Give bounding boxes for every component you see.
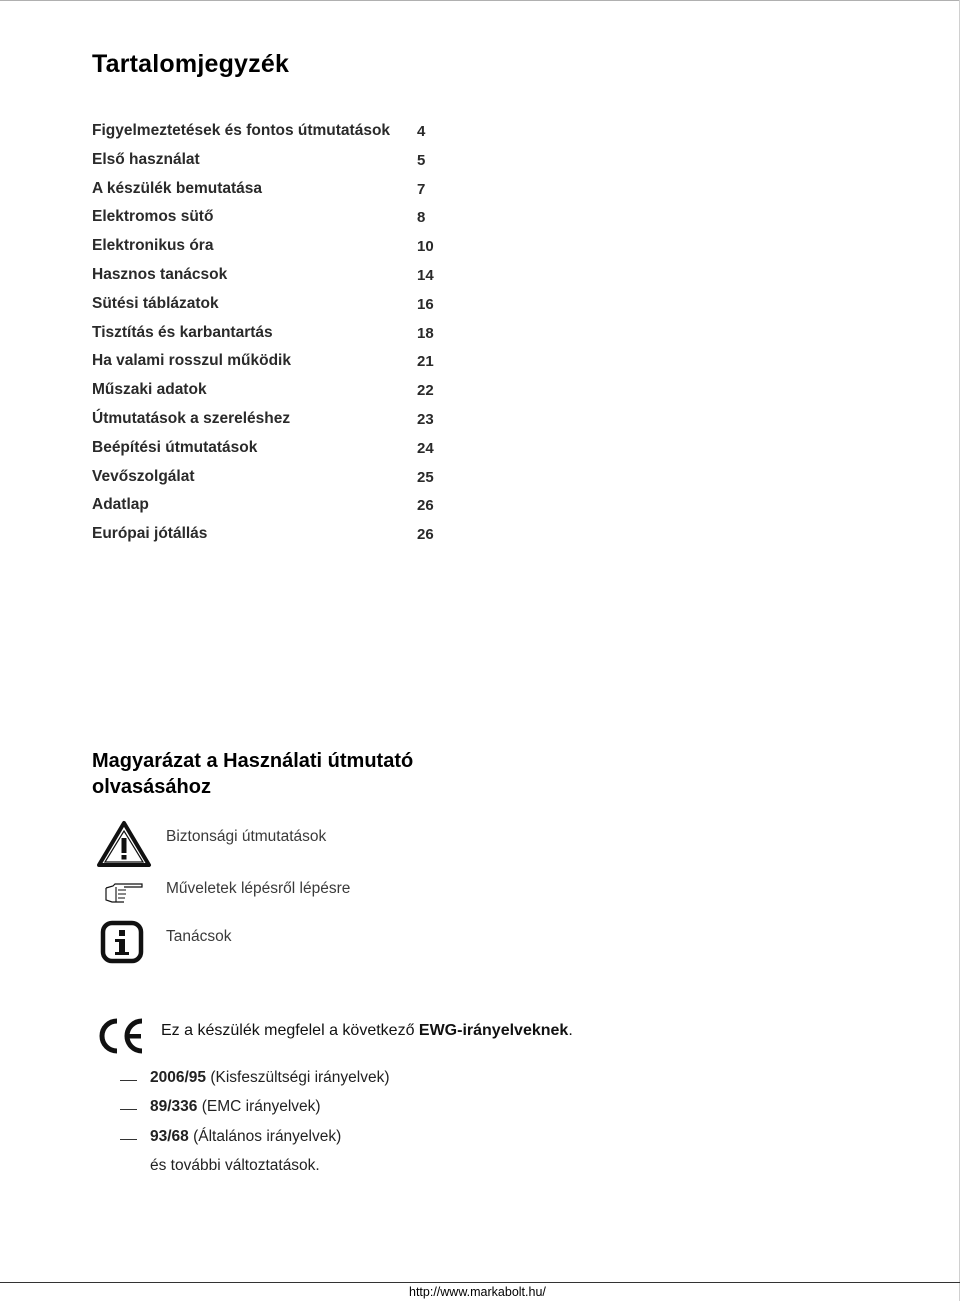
toc-row[interactable]: [92, 176, 472, 205]
directive-code: 89/336: [150, 1098, 198, 1115]
ce-mark-icon: [96, 1017, 146, 1060]
directive-desc: (Kisfeszültségi irányelvek): [206, 1069, 390, 1086]
toc-label: Európai jótállás: [92, 525, 208, 543]
toc-row[interactable]: [92, 147, 472, 176]
info-icon: [100, 920, 144, 969]
toc-label: Első használat: [92, 150, 200, 168]
top-border: [0, 0, 960, 1]
dash-bullet: [120, 1080, 137, 1081]
toc-label: Műszaki adatok: [92, 381, 207, 399]
toc-page-number: 26: [417, 526, 434, 544]
toc-row[interactable]: [92, 521, 472, 550]
toc-label: Vevőszolgálat: [92, 467, 195, 485]
legend-title: Magyarázat a Használati útmutató olvasásához: [92, 750, 414, 798]
footer-link[interactable]: http://www.markabolt.hu/: [409, 1285, 546, 1299]
toc-row[interactable]: [92, 118, 472, 147]
toc-label: Adatlap: [92, 496, 149, 514]
toc-page-number: 4: [417, 123, 426, 140]
toc-label: Útmutatások a szereléshez: [92, 409, 291, 427]
toc-label: Tisztítás és karbantartás: [92, 323, 273, 341]
page-title: Tartalomjegyzék: [92, 50, 290, 78]
toc-row[interactable]: [92, 291, 472, 320]
toc-page-number: 18: [417, 324, 434, 342]
toc-page-number: 24: [417, 439, 434, 457]
toc-row[interactable]: [92, 406, 472, 435]
toc-row[interactable]: [92, 233, 472, 262]
toc-label: A készülék bemutatása: [92, 179, 263, 197]
toc-row[interactable]: [92, 348, 472, 377]
dash-bullet: [120, 1109, 137, 1110]
further-changes-text: és további változtatások.: [150, 1157, 320, 1174]
toc-row[interactable]: [92, 204, 472, 233]
toc-page-number: 7: [417, 180, 426, 198]
pointing-hand-icon: [104, 880, 144, 911]
toc-row[interactable]: [92, 435, 472, 464]
warning-triangle-icon: [96, 820, 152, 873]
toc-page-number: 22: [417, 382, 434, 400]
directive-code: 2006/95: [150, 1069, 207, 1086]
toc-page-number: 21: [417, 353, 434, 371]
toc-row[interactable]: [92, 377, 472, 406]
toc-row[interactable]: [92, 464, 472, 493]
toc-row[interactable]: [92, 492, 472, 521]
legend-label: Biztonsági útmutatások: [166, 828, 327, 845]
toc-page-number: 5: [417, 151, 426, 169]
toc-label: Figyelmeztetések és fontos útmutatások: [92, 122, 391, 139]
ce-text-plain: Ez a készülék megfelel a következő: [161, 1022, 419, 1039]
toc-page-number: 8: [417, 209, 426, 227]
toc-page-number: 10: [417, 238, 434, 256]
legend-label: Tanácsok: [166, 928, 232, 945]
ce-conformity-text: [161, 1022, 573, 1040]
footer-divider: [0, 1282, 960, 1283]
table-of-contents: [92, 118, 472, 550]
dash-bullet: [120, 1139, 137, 1140]
toc-label: Elektromos sütő: [92, 208, 214, 226]
toc-label: Ha valami rosszul működik: [92, 352, 291, 370]
toc-page-number: 23: [417, 410, 434, 428]
toc-row[interactable]: [92, 262, 472, 291]
ce-text-bold: EWG-irányelveknek: [418, 1022, 569, 1039]
toc-page-number: 26: [417, 497, 434, 515]
toc-label: Sütési táblázatok: [92, 294, 219, 312]
toc-row[interactable]: [92, 320, 472, 349]
directive-desc: (Általános irányelvek): [188, 1128, 342, 1145]
directive-code: 93/68: [150, 1128, 189, 1145]
toc-label: Hasznos tanácsok: [92, 265, 228, 283]
legend-label: Műveletek lépésről lépésre: [166, 880, 351, 897]
toc-page-number: 16: [417, 295, 434, 313]
toc-label: Elektronikus óra: [92, 237, 214, 255]
toc-page-number: 25: [417, 468, 434, 486]
directive-desc: (EMC irányelvek): [197, 1098, 321, 1115]
toc-page-number: 14: [417, 266, 434, 284]
ce-text-end: .: [568, 1022, 573, 1039]
toc-label: Beépítési útmutatások: [92, 438, 258, 456]
